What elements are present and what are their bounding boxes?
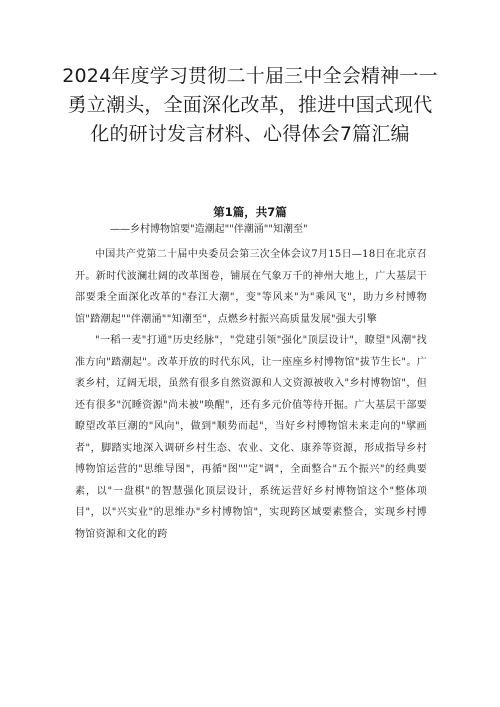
document-title: 2024年度学习贯彻二十届三中全会精神一一勇立潮头，全面深化改革，推进中国式现代化的研讨发言材料、心得体会7篇汇编 xyxy=(62,65,438,145)
paragraph-1: 中国共产党第二十届中央委员会第三次全体会议7月15日—18日在北京召开。新时代波澜壮阔的改革图卷，铺展在气象万千的神州大地上，广大基层干部要秉全面深化改革的"春江大潮"，变"等风来"为"乘风飞"，助力乡村博物馆"踏潮起""伴潮涌""知潮至"，点燃乡村振兴高质量发展"强大引擎 xyxy=(75,249,428,325)
section-heading: 第1篇，共7篇 xyxy=(213,205,287,219)
body-text xyxy=(75,244,427,545)
paragraph-2: "一稻一麦"打通"历史经脉"，"党建引领"强化"顶层设计"，瞭望"风潮"找准方向"踏潮起"。改革开放的时代东风，让一座座乡村博物馆"拔节生长"。广袤乡村，辽阔无垠，虽然有很多自然资源和人文资源被收入"乡村博物馆"，但还有很多"沉睡资源"尚未被"唤醒"，还有多元价值等待开掘。广大基层干部要瞭望改革巨潮的"风向"，做到"顺势而起"，当好乡村博物馆未来走向的"擘画者"，脚踏实地深入调研乡村生态、农业、文化、康养等资源，形成指导乡村博物馆运营的"思维导图"，再循"图""定"调"，全面整合"五个振兴"的经典要素，以"一盘棋"的智慧强化顶层设计，系统运营好乡村博物馆这个"整体项目"，以"兴实业"的思维办"乡村博物馆"，实现跨区域要素整合，实现乡村博物馆资源和文化的跨 xyxy=(75,335,427,540)
article-subtitle: ——乡村博物馆要"造潮起""伴潮涌""知潮至" xyxy=(110,224,308,235)
